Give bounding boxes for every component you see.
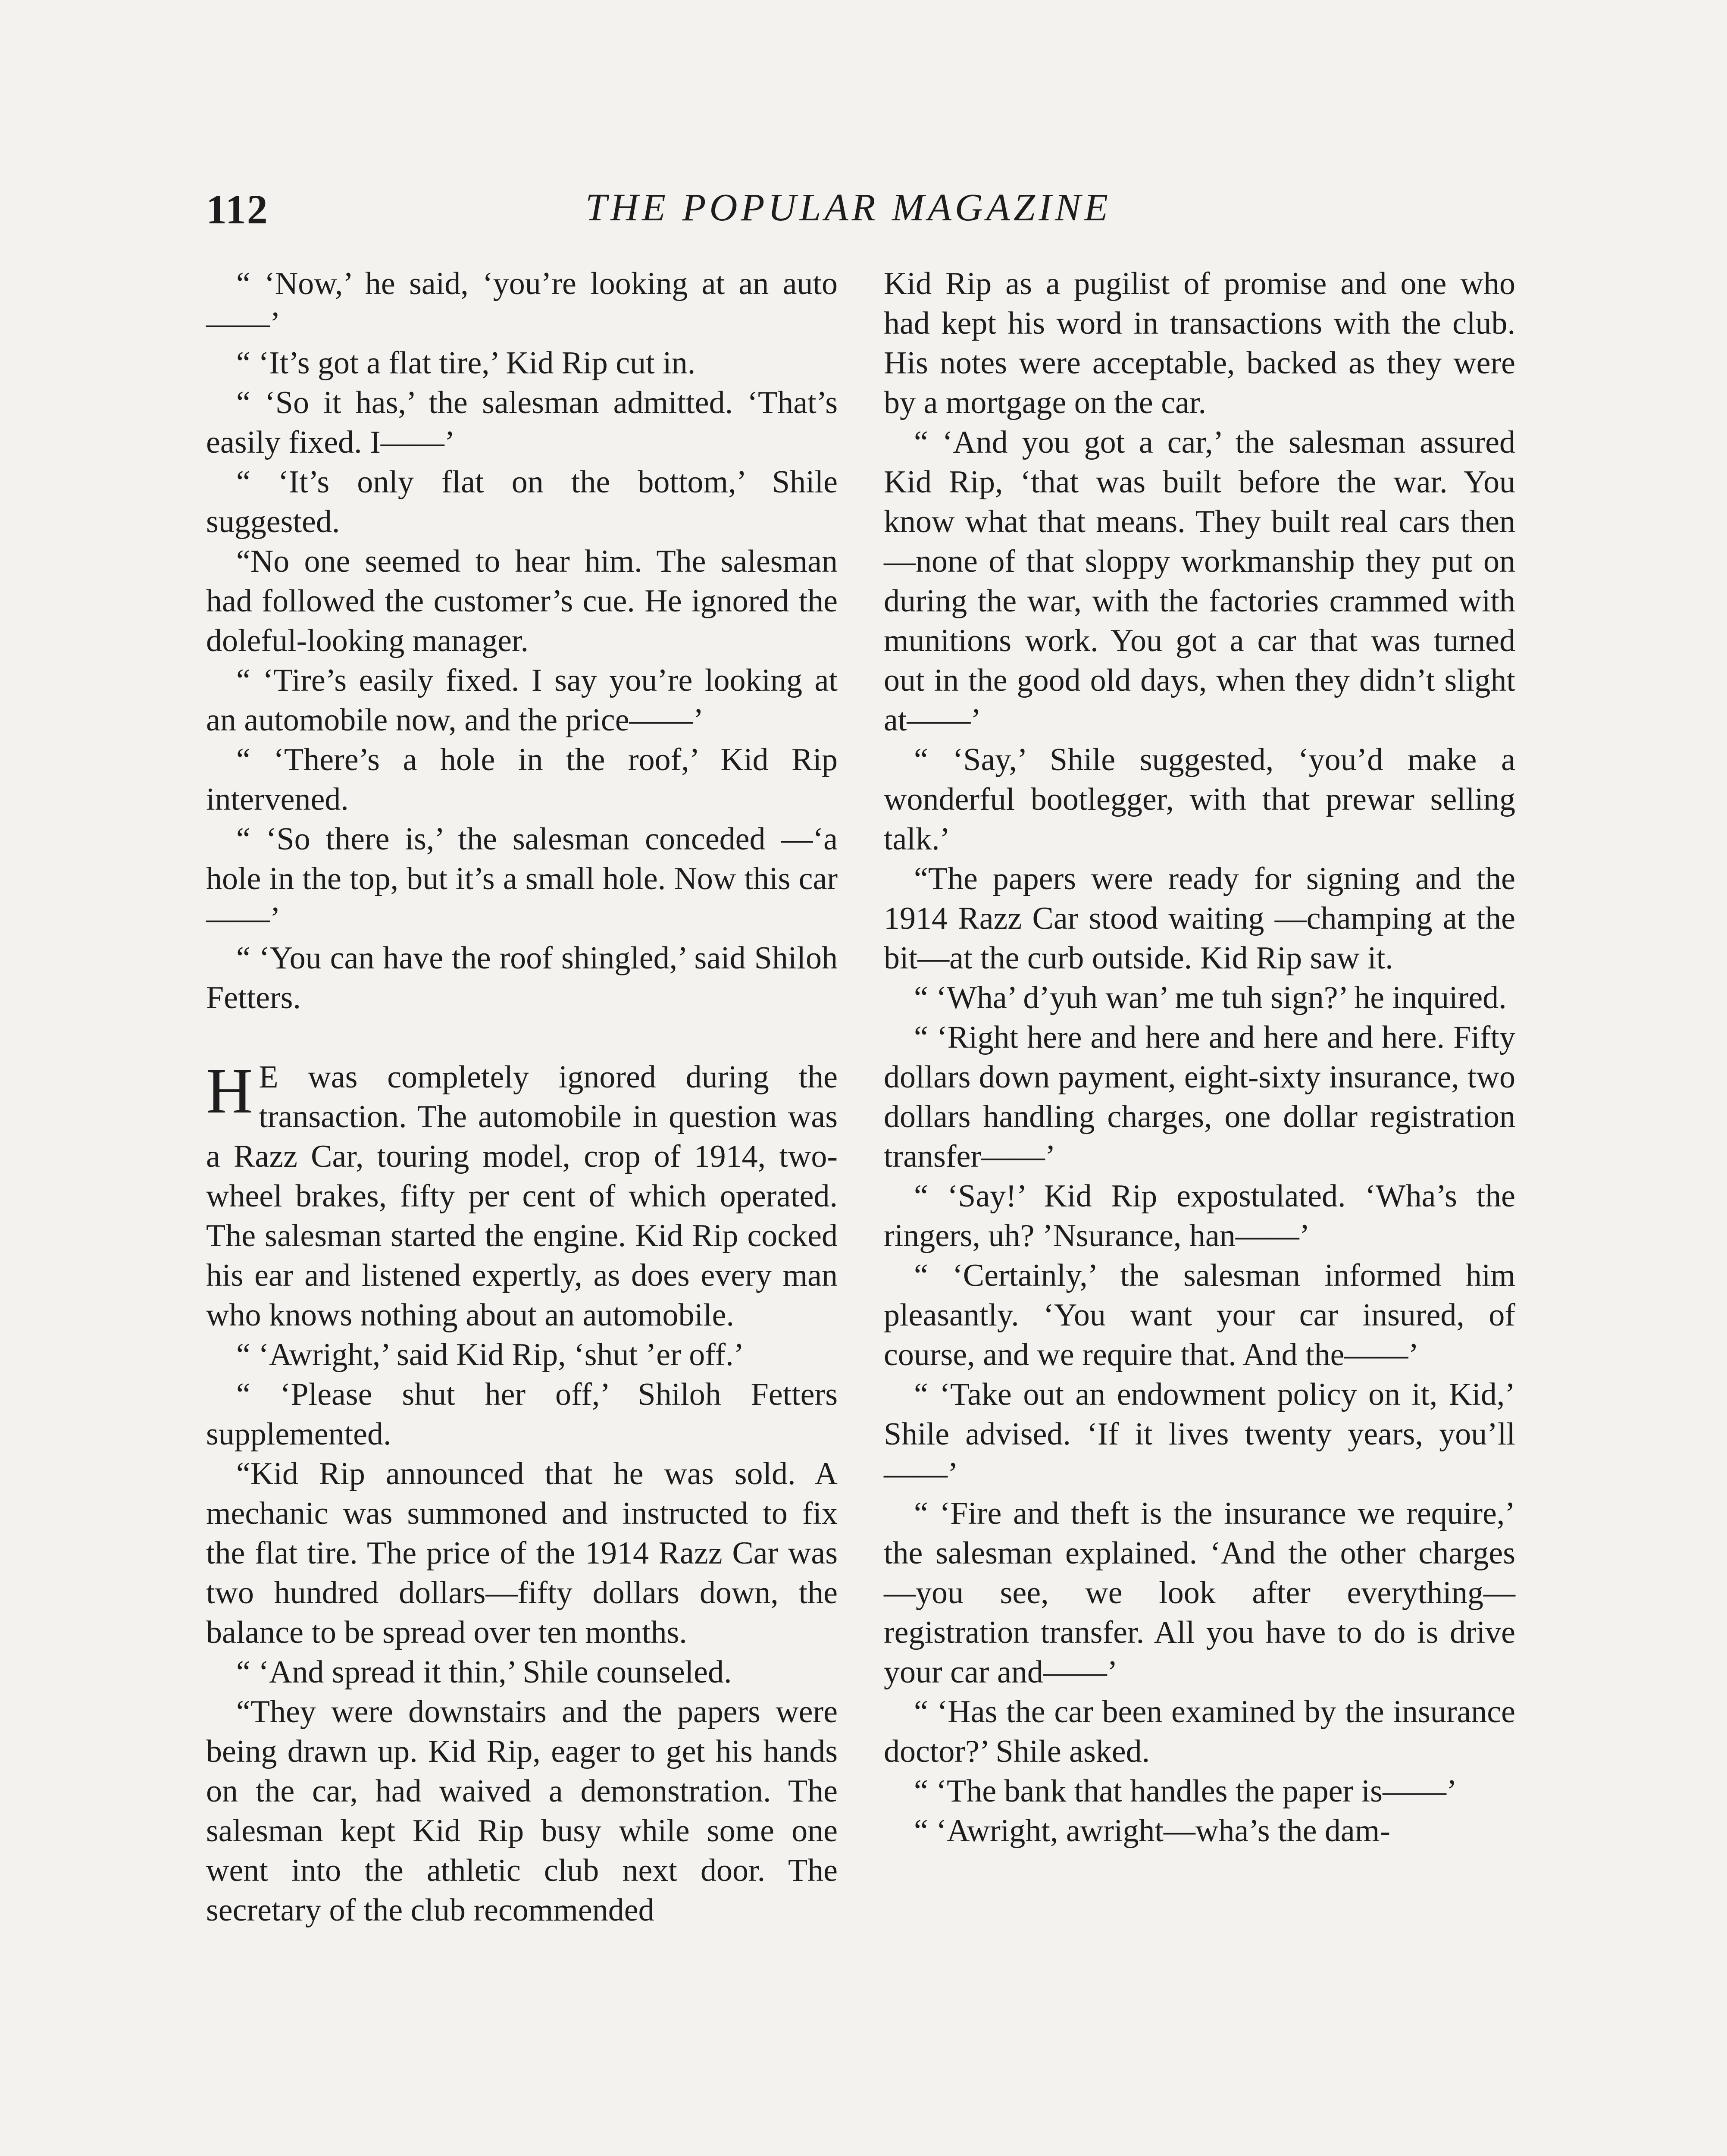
paragraph: “ ‘Awright, awright—wha’s the dam-: [914, 1813, 1390, 1849]
paragraph: “ ‘Say,’ Shile suggested, ‘you’d make a wonderful bootlegger, with that prewar selling talk.’: [884, 742, 1515, 857]
section-paragraph-text: E was completely ignored during the transaction. The automobile in question was a Razz Car, touring model, crop of 1914, two-wheel brakes, fifty per cent of which operated. The salesman started the engine. Kid Rip cocked his ear and listened expertly, as does every man who knows nothing about an automobile.: [206, 1059, 838, 1333]
paragraph: “ ‘Tire’s easily fixed. I say you’re looking at an automobile now, and the price——’: [206, 663, 838, 738]
paragraph: “ ‘It’s got a flat tire,’ Kid Rip cut in.: [236, 345, 696, 381]
page-header: [206, 181, 1517, 250]
paragraph: “ ‘There’s a hole in the roof,’ Kid Rip intervened.: [206, 742, 838, 817]
paragraph: “ ‘Has the car been examined by the insurance doctor?’ Shile asked.: [884, 1694, 1515, 1769]
section-paragraph: [206, 1057, 838, 1335]
paragraph: “ ‘Take out an endowment policy on it, Kid,’ Shile advised. ‘If it lives twenty years, you’ll——’: [884, 1377, 1515, 1492]
left-column: [206, 264, 838, 1930]
paragraph: “ ‘It’s only flat on the bottom,’ Shile suggested.: [206, 464, 838, 539]
paragraph: “ ‘So it has,’ the salesman admitted. ‘That’s easily fixed. I——’: [206, 385, 838, 460]
paragraph: “Kid Rip announced that he was sold. A mechanic was summoned and instructed to fix the flat tire. The price of the 1914 Razz Car was two hundred dollars—fifty dollars down, the balance to be spread over ten months.: [206, 1456, 838, 1650]
paragraph: “ ‘The bank that handles the paper is——’: [914, 1774, 1457, 1809]
paragraph: “ ‘Wha’ d’yuh wan’ me tuh sign?’ he inquired.: [914, 980, 1507, 1015]
paragraph: “They were downstairs and the papers were being drawn up. Kid Rip, eager to get his hands on the car, had waived a demonstration. The salesman kept Kid Rip busy while some one went into the athletic club next door. The secretary of the club recommended: [206, 1694, 838, 1928]
continued-paragraph: Kid Rip as a pugilist of promise and one who had kept his word in transactions with the club. His notes were acceptable, backed as they were by a mortgage on the car.: [884, 266, 1515, 420]
page-number: 112: [206, 186, 269, 232]
paragraph: “ ‘Certainly,’ the salesman informed him pleasantly. ‘You want your car insured, of course, and we require that. And the——’: [884, 1258, 1515, 1373]
paragraph: “ ‘And you got a car,’ the salesman assured Kid Rip, ‘that was built before the war. You know what that means. They built real cars then—none of that sloppy workmanship they put on during the war, with the factories crammed with munitions work. You got a car that was turned out in the good old days, when they didn’t slight at——’: [884, 425, 1515, 738]
paragraph: “ ‘Awright,’ said Kid Rip, ‘shut ’er off.’: [236, 1337, 745, 1373]
paragraph: “ ‘Now,’ he said, ‘you’re looking at an auto——’: [206, 266, 838, 341]
right-column: [884, 264, 1515, 1851]
drop-cap: H: [206, 1055, 253, 1127]
paragraph: “ ‘Please shut her off,’ Shiloh Fetters supplemented.: [206, 1377, 838, 1452]
running-head-title: THE POPULAR MAGAZINE: [585, 186, 1111, 229]
paragraph: “ ‘Say!’ Kid Rip expostulated. ‘Wha’s the ringers, uh? ’Nsurance, han——’: [884, 1178, 1515, 1253]
paragraph: “The papers were ready for signing and the 1914 Razz Car stood waiting —champing at the bit—at the curb outside. Kid Rip saw it.: [884, 861, 1515, 976]
paragraph: “ ‘So there is,’ the salesman conceded —‘a hole in the top, but it’s a small hole. Now this car——’: [206, 821, 838, 936]
paragraph: “ ‘And spread it thin,’ Shile counseled.: [236, 1655, 732, 1690]
paragraph: “ ‘Right here and here and here and here. Fifty dollars down payment, eight-sixty insurance, two dollars handling charges, one dollar registration transfer——’: [884, 1020, 1515, 1174]
paragraph: “ ‘Fire and theft is the insurance we require,’ the salesman explained. ‘And the other charges—you see, we look after everything—registration transfer. All you have to do is drive your car and——’: [884, 1496, 1515, 1690]
paragraph: “ ‘You can have the roof shingled,’ said Shiloh Fetters.: [206, 940, 838, 1015]
paragraph: “No one seemed to hear him. The salesman had followed the customer’s cue. He ignored the doleful-looking manager.: [206, 544, 838, 658]
